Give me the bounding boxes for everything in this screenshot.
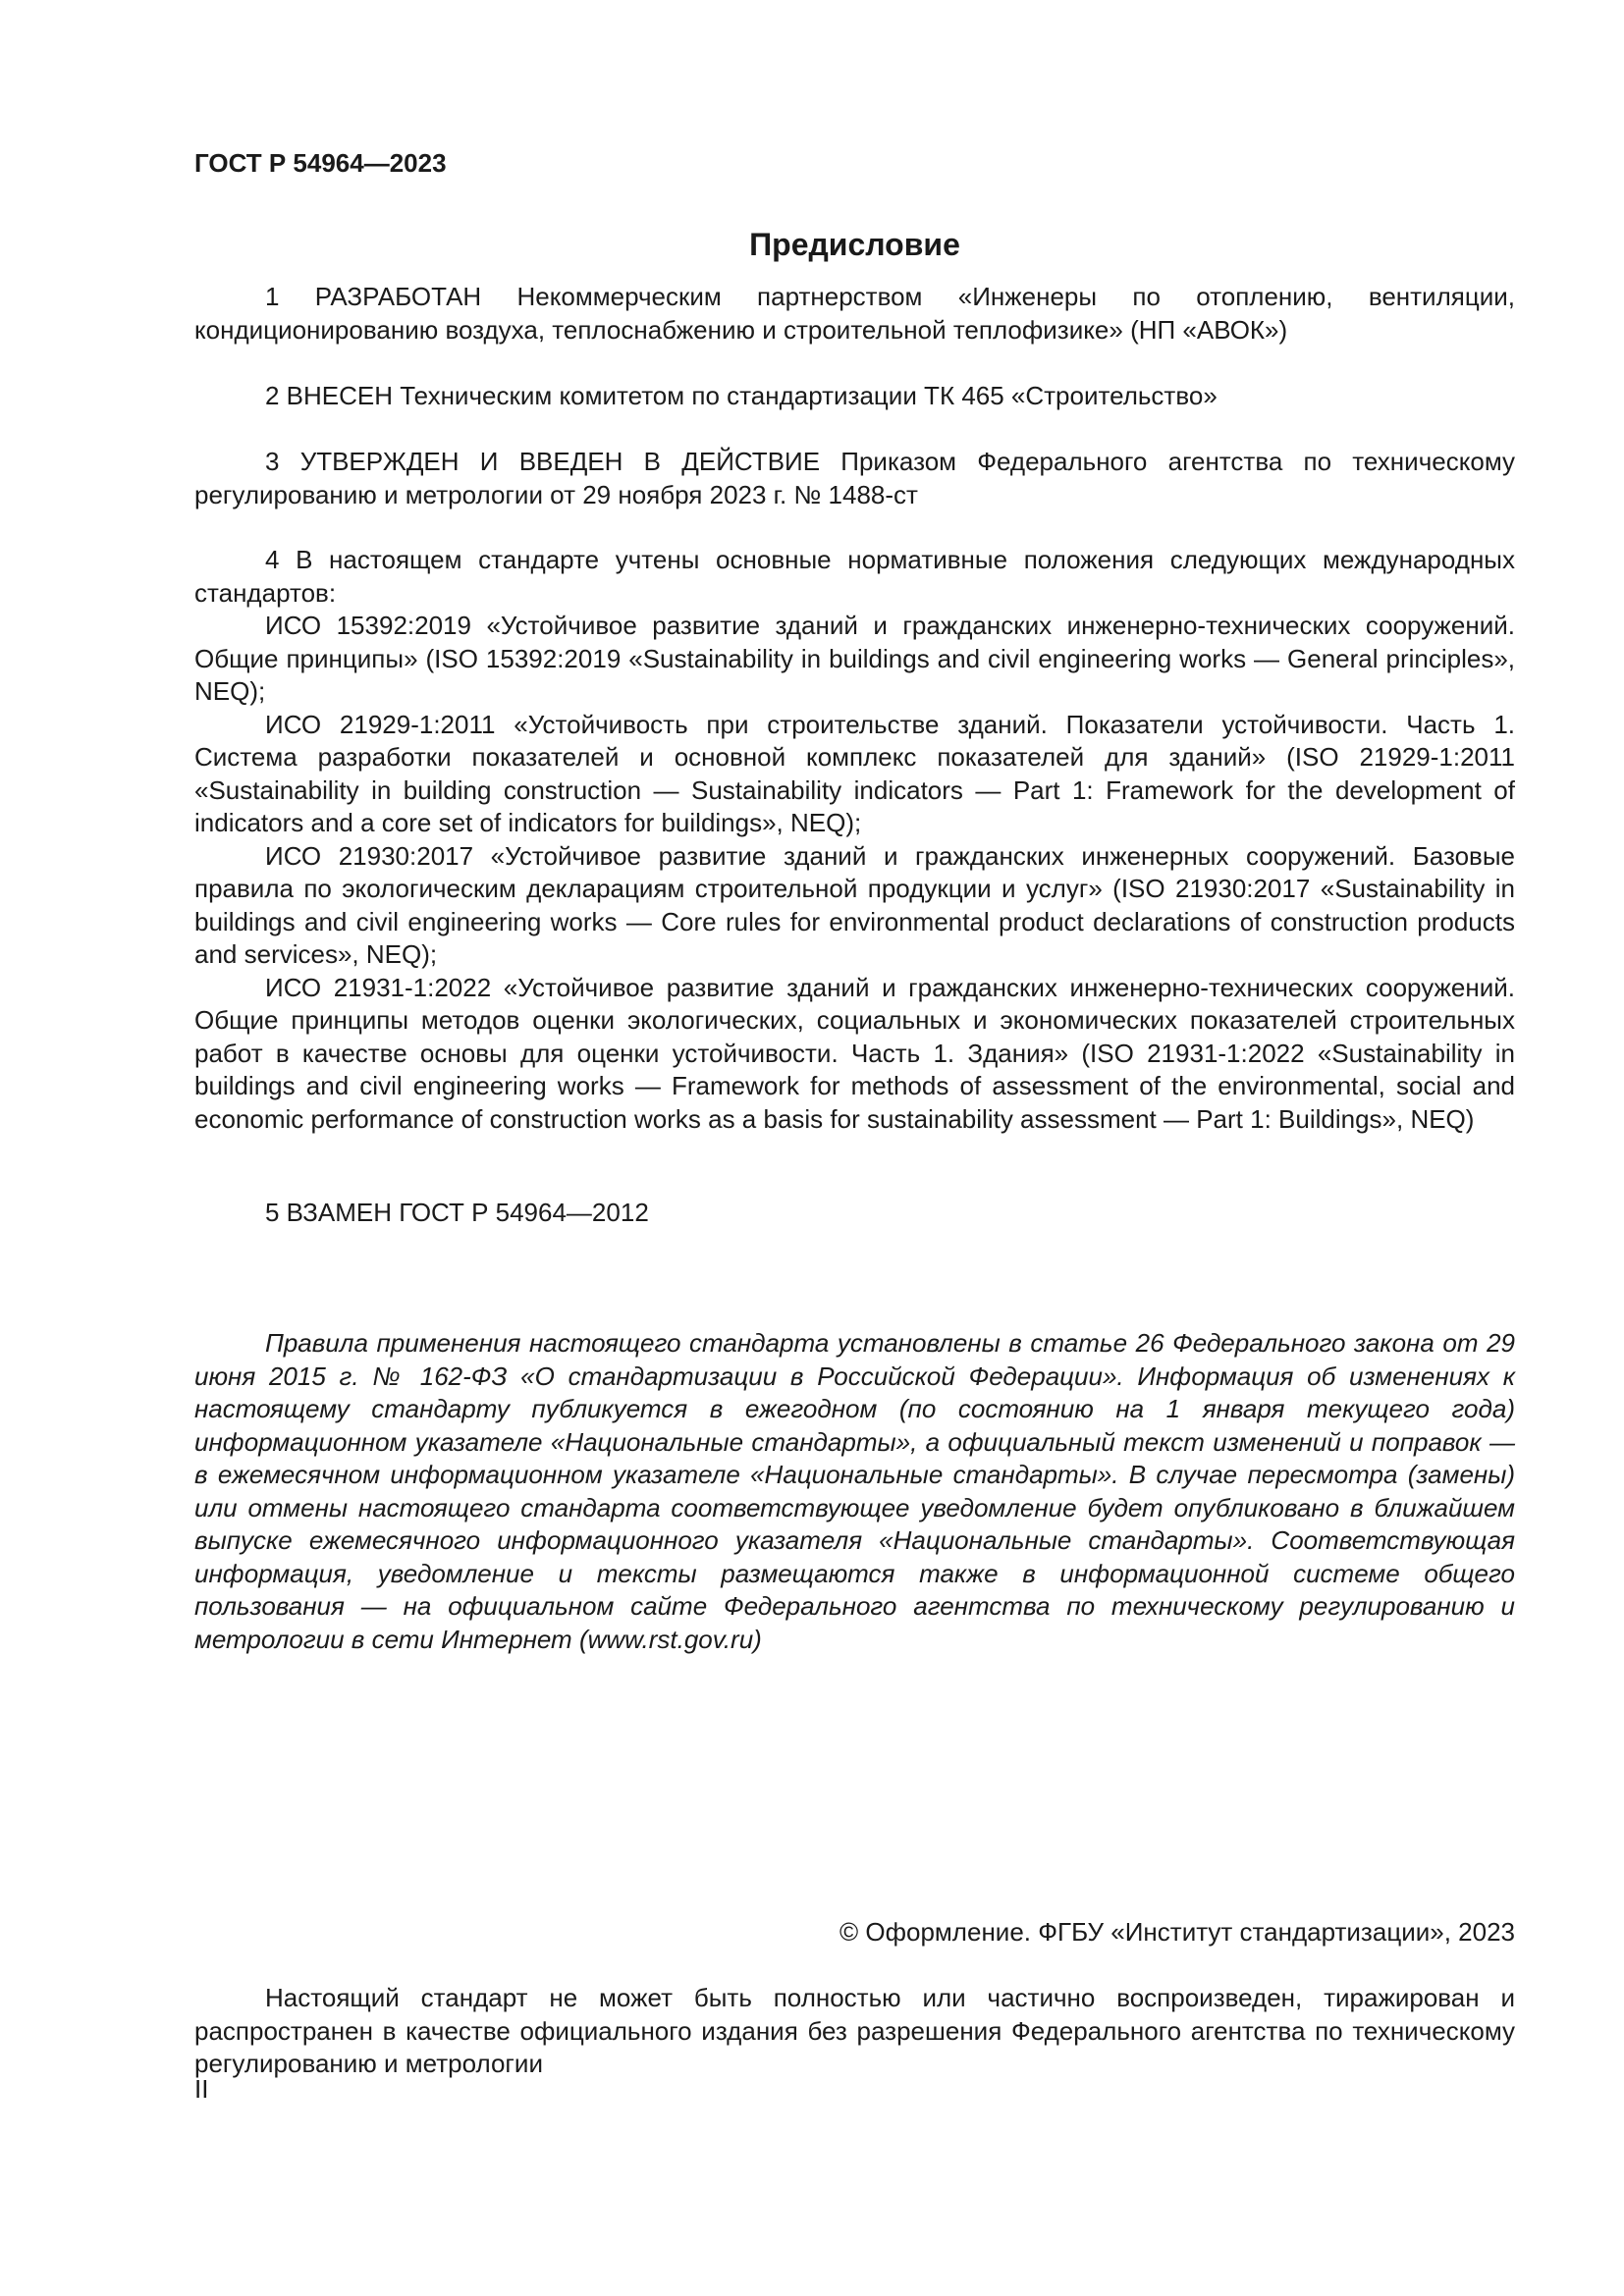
standard-reference: ИСО 21929-1:2011 «Устойчивость при строительстве зданий. Показатели устойчивости. Часть 1. Система разработки показателей и основной комплекс показателей для зданий» (ISO 21929-1:2011 «Sustainability in building construction — Sustainability indicators — Part 1: Framework for the development of indicators and a core set of indicators for buildings», NEQ); xyxy=(194,709,1515,837)
copyright-notice: © Оформление. ФГБУ «Институт стандартизации», 2023 xyxy=(839,1917,1515,1947)
preface-item-3: 3 УТВЕРЖДЕН И ВВЕДЕН В ДЕЙСТВИЕ Приказом Федерального агентства по техническому регулированию и метрологии от 29 ноября 2023 г. № 1488-ст xyxy=(194,447,1515,509)
page-number: II xyxy=(194,2074,209,2104)
preface-item-5: 5 ВЗАМЕН ГОСТ Р 54964—2012 xyxy=(265,1198,649,1227)
preface-item-2: 2 ВНЕСЕН Техническим комитетом по стандартизации ТК 465 «Строительство» xyxy=(265,381,1218,410)
standard-code: ГОСТ Р 54964—2023 xyxy=(194,148,447,178)
standard-reference: ИСО 15392:2019 «Устойчивое развитие зданий и гражданских инженерно-технических сооружений. Общие принципы» (ISO 15392:2019 «Sustainability in buildings and civil engineering works — General principles», NEQ); xyxy=(194,611,1515,706)
application-notice: Правила применения настоящего стандарта установлены в статье 26 Федерального закона от 29 июня 2015 г. № 162-ФЗ «О стандартизации в Российской Федерации». Информация об изменениях к настоящему стандарту публикуется в ежегодном (по состоянию на 1 января текущего года) информационном указателе «Национальные стандарты», а официальный текст изменений и поправок — в ежемесячном информационном указателе «Национальные стандарты». В случае пересмотра (замены) или отмены настоящего стандарта соответствующее уведомление будет опубликовано в ближайшем выпуске ежемесячного информационного указателя «Национальные стандарты». Соответствующая информация, уведомление и тексты размещаются также в информационной системе общего пользования — на официальном сайте Федерального агентства по техническому регулированию и метрологии в сети Интернет (www.rst.gov.ru) xyxy=(194,1328,1515,1654)
page-title: Предисловие xyxy=(749,227,960,262)
standard-reference: ИСО 21930:2017 «Устойчивое развитие зданий и гражданских инженерных сооружений. Базовые правила по экологическим декларациям строительной продукции и услуг» (ISO 21930:2017 «Sustainability in buildings and civil engineering works — Core rules for environmental product declarations of construction products and services», NEQ); xyxy=(194,840,1515,969)
standard-reference: ИСО 21931-1:2022 «Устойчивое развитие зданий и гражданских инженерно-технических сооружений. Общие принципы методов оценки экологических, социальных и экономических показателей строительных работ в качестве основы для оценки устойчивости. Часть 1. Здания» (ISO 21931-1:2022 «Sustainability in buildings and civil engineering works — Framework for methods of assessment of the environmental, social and economic performance of construction works as a basis for sustainability assessment — Part 1: Buildings», NEQ) xyxy=(194,972,1515,1134)
preface-item-4 xyxy=(194,544,1515,1136)
reproduction-notice: Настоящий стандарт не может быть полностью или частично воспроизведен, тиражирован и распространен в качестве официального издания без разрешения Федерального агентства по техническому регулированию и метрологии xyxy=(194,1983,1515,2078)
preface-item-4-intro: 4 В настоящем стандарте учтены основные нормативные положения следующих международных стандартов: xyxy=(194,545,1515,608)
preface-item-1: 1 РАЗРАБОТАН Некоммерческим партнерством «Инженеры по отоплению, вентиляции, кондиционированию воздуха, теплоснабжению и строительной теплофизике» (НП «АВОК») xyxy=(194,282,1515,345)
